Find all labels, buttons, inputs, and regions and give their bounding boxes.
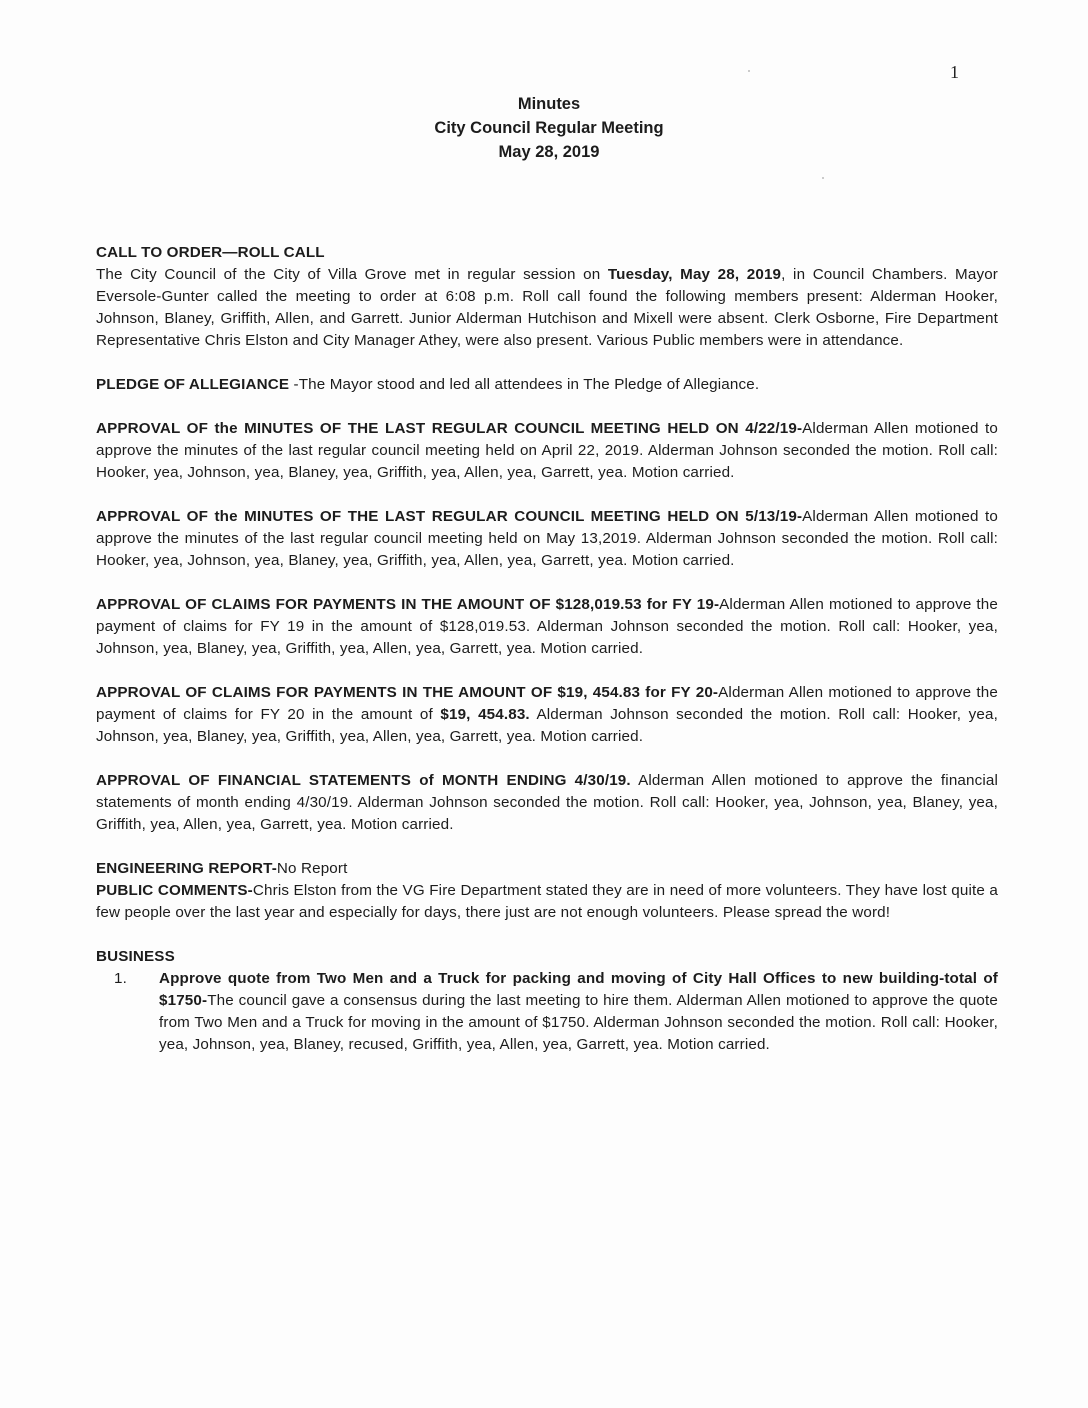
public-comments-section bbox=[96, 880, 998, 924]
document-header bbox=[0, 92, 1088, 164]
engineering-text: No Report bbox=[276, 860, 348, 877]
minutes-0422-heading: APPROVAL OF the MINUTES OF THE LAST REGULAR COUNCIL MEETING HELD ON 4/22/19- bbox=[96, 420, 803, 437]
minutes-0513-heading: APPROVAL OF the MINUTES OF THE LAST REGULAR COUNCIL MEETING HELD ON 5/13/19- bbox=[96, 508, 803, 525]
claims-fy19-heading: APPROVAL OF CLAIMS FOR PAYMENTS IN THE AMOUNT OF $128,019.53 for FY 19- bbox=[96, 596, 720, 613]
engineering-section bbox=[96, 858, 998, 880]
engineering-heading: ENGINEERING REPORT- bbox=[96, 860, 277, 877]
meeting-type: City Council Regular Meeting bbox=[434, 119, 664, 137]
pledge-text: -The Mayor stood and led all attendees in The Pledge of Allegiance. bbox=[289, 376, 760, 393]
page-number: 1 bbox=[950, 62, 959, 82]
meeting-date: May 28, 2019 bbox=[498, 143, 600, 161]
call-to-order-section bbox=[96, 242, 998, 352]
business-item bbox=[96, 968, 998, 1056]
call-to-order-heading: CALL TO ORDER—ROLL CALL bbox=[96, 244, 325, 261]
claims-fy19-text: Alderman Allen motioned to approve the payment of claims for FY 19 in the amount of $128,019.53. Alderman Johnson seconded the motion. Roll call: Hooker, yea, Johnson, yea, Blaney, yea, Griffith, yea, Allen, yea, Garrett, yea. Motion carried. bbox=[96, 596, 999, 657]
document-title: Minutes bbox=[517, 95, 581, 113]
claims-fy20-heading: APPROVAL OF CLAIMS FOR PAYMENTS IN THE AMOUNT OF $19, 454.83 for FY 20- bbox=[96, 684, 719, 701]
claims-fy19-section bbox=[96, 594, 998, 660]
financials-heading: APPROVAL OF FINANCIAL STATEMENTS of MONTH ENDING 4/30/19. bbox=[96, 772, 631, 789]
minutes-0422-section bbox=[96, 418, 998, 484]
business-list bbox=[96, 968, 998, 1056]
financials-text: Alderman Allen motioned to approve the financial statements of month ending 4/30/19. Alderman Johnson seconded the motion. Roll call: Hooker, yea, Johnson, yea, Blaney, yea, Griffith, yea, Allen, yea, Garrett, yea. Motion carried. bbox=[96, 772, 998, 833]
claims-fy20-text-b: Alderman Johnson seconded the motion. Roll call: Hooker, yea, Johnson, yea, Blaney, yea, Griffith, yea, Allen, yea, Garrett, yea. Motion carried. bbox=[96, 706, 998, 745]
financials-section bbox=[96, 770, 998, 836]
call-to-order-text-b: , in Council Chambers. Mayor Eversole-Gunter called the meeting to order at 6:08 p.m. Roll call found the following members present: Alderman Hooker, Johnson, Blaney, Griffith, Allen, and Garrett. Junior Alderman Hutchison and Mixell were absent. Clerk Osborne, Fire Department Representative Chris Elston and City Manager Athey, were also present. Various Public members were in attendance. bbox=[96, 266, 999, 349]
scan-speck bbox=[748, 70, 750, 72]
minutes-0513-section bbox=[96, 506, 998, 572]
claims-fy20-text-a: Alderman Allen motioned to approve the payment of claims for FY 20 in the amount of bbox=[96, 684, 998, 723]
pledge-section bbox=[96, 374, 998, 396]
public-comments-heading: PUBLIC COMMENTS- bbox=[96, 882, 253, 899]
meeting-date-bold: Tuesday, May 28, 2019 bbox=[607, 266, 782, 283]
business-section bbox=[96, 946, 998, 968]
public-comments-text: Chris Elston from the VG Fire Department stated they are in need of more volunteers. They have lost quite a few people over the last year and especially for days, there just are not enough volunteers. Please spread the word! bbox=[96, 882, 998, 921]
claims-fy20-amount: $19, 454.83. bbox=[440, 706, 530, 723]
minutes-0422-text: Alderman Allen motioned to approve the minutes of the last regular council meeting held on April 22, 2019. Alderman Johnson seconded the motion. Roll call: Hooker, yea, Johnson, yea, Blaney, yea, Griffith, yea, Allen, yea, Garrett, yea. Motion carried. bbox=[96, 420, 998, 481]
business-item-text: The council gave a consensus during the last meeting to hire them. Alderman Allen motioned to approve the quote from Two Men and a Truck for moving in the amount of $1750. Alderman Johnson seconded the motion. Roll call: Hooker, yea, Johnson, yea, Blaney, recused, Griffith, yea, Allen, yea, Garrett, yea. Motion carried. bbox=[159, 992, 998, 1053]
scan-speck bbox=[822, 177, 824, 179]
minutes-body bbox=[96, 242, 998, 1056]
business-heading: BUSINESS bbox=[96, 948, 175, 965]
business-item-number: 1. bbox=[114, 970, 127, 987]
business-item-heading: Approve quote from Two Men and a Truck for packing and moving of City Hall Offices to new building-total of $1750- bbox=[159, 970, 998, 1009]
minutes-0513-text: Alderman Allen motioned to approve the minutes of the last regular council meeting held on May 13,2019. Alderman Johnson seconded the motion. Roll call: Hooker, yea, Johnson, yea, Blaney, yea, Griffith, yea, Allen, yea, Garrett, yea. Motion carried. bbox=[96, 508, 998, 569]
claims-fy20-section bbox=[96, 682, 998, 748]
call-to-order-text-a: The City Council of the City of Villa Grove met in regular session on bbox=[96, 266, 608, 283]
pledge-heading: PLEDGE OF ALLEGIANCE bbox=[96, 376, 290, 393]
